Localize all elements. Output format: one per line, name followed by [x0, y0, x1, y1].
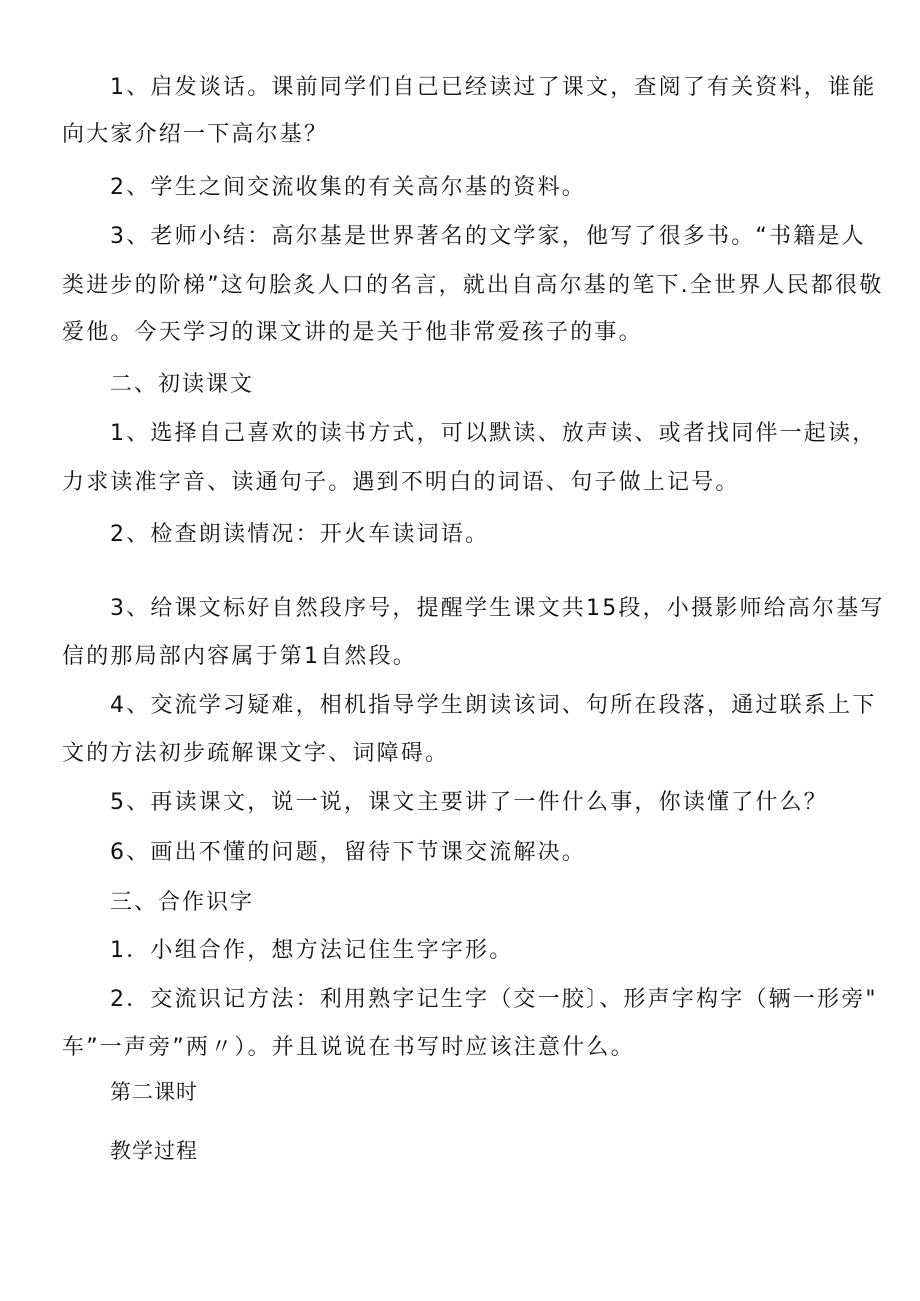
- section-heading: 二、初读课文: [110, 372, 255, 397]
- paragraph-line: 6、画出不懂的问题，留待下节课交流解决。: [110, 840, 586, 865]
- paragraph-line: 信的那局部内容属于第1自然段。: [62, 644, 417, 669]
- paragraph-line: 2、检查朗读情况：开火车读词语。: [110, 522, 490, 547]
- paragraph-line: 爱他。今天学习的课文讲的是关于他非常爱孩子的事。: [62, 320, 643, 345]
- paragraph-line: 向大家介绍一下高尔基？: [62, 122, 329, 147]
- paragraph-line: 文的方法初步疏解课文字、词障碍。: [62, 741, 450, 766]
- paragraph-line: 1、启发谈话。课前同学们自己已经读过了课文，查阅了有关资料，谁能: [110, 75, 877, 100]
- paragraph-line: 5、再读课文，说一说，课文主要讲了一件什么事，你读懂了什么？: [110, 790, 828, 815]
- teaching-process-title: 教学过程: [110, 1139, 198, 1163]
- paragraph-line: 1．小组合作，想方法记住生字字形。: [110, 938, 514, 963]
- paragraph-line: 3、老师小结：高尔基是世界著名的文学家，他写了很多书。“书籍是人: [110, 224, 866, 249]
- paragraph-line: 类进步的阶梯”这句脍炙人口的名言，就出自高尔基的笔下.全世界人民都很敬: [62, 273, 884, 298]
- paragraph-line: 1、选择自己喜欢的读书方式，可以默读、放声读、或者找同伴一起读，: [110, 421, 877, 446]
- paragraph-line: 力求读准字音、读通句子。遇到不明白的词语、句子做上记号。: [62, 470, 740, 495]
- paragraph-line: 2、学生之间交流收集的有关高尔基的资料。: [110, 175, 586, 200]
- paragraph-line: 车”一声旁”两〃）。并且说说在书写时应该注意什么。: [62, 1035, 635, 1060]
- paragraph-line: 3、给课文标好自然段序号，提醒学生课文共15段，小摄影师给高尔基写: [110, 596, 885, 621]
- section-heading: 三、合作识字: [110, 890, 255, 915]
- paragraph-line: 2．交流识记方法：利用熟字记生字（交一胶〕、形声字构字（辆一形旁": [110, 987, 878, 1012]
- paragraph-line: 4、交流学习疑难，相机指导学生朗读该词、句所在段落，通过联系上下: [110, 693, 877, 718]
- lesson-title: 第二课时: [110, 1080, 198, 1104]
